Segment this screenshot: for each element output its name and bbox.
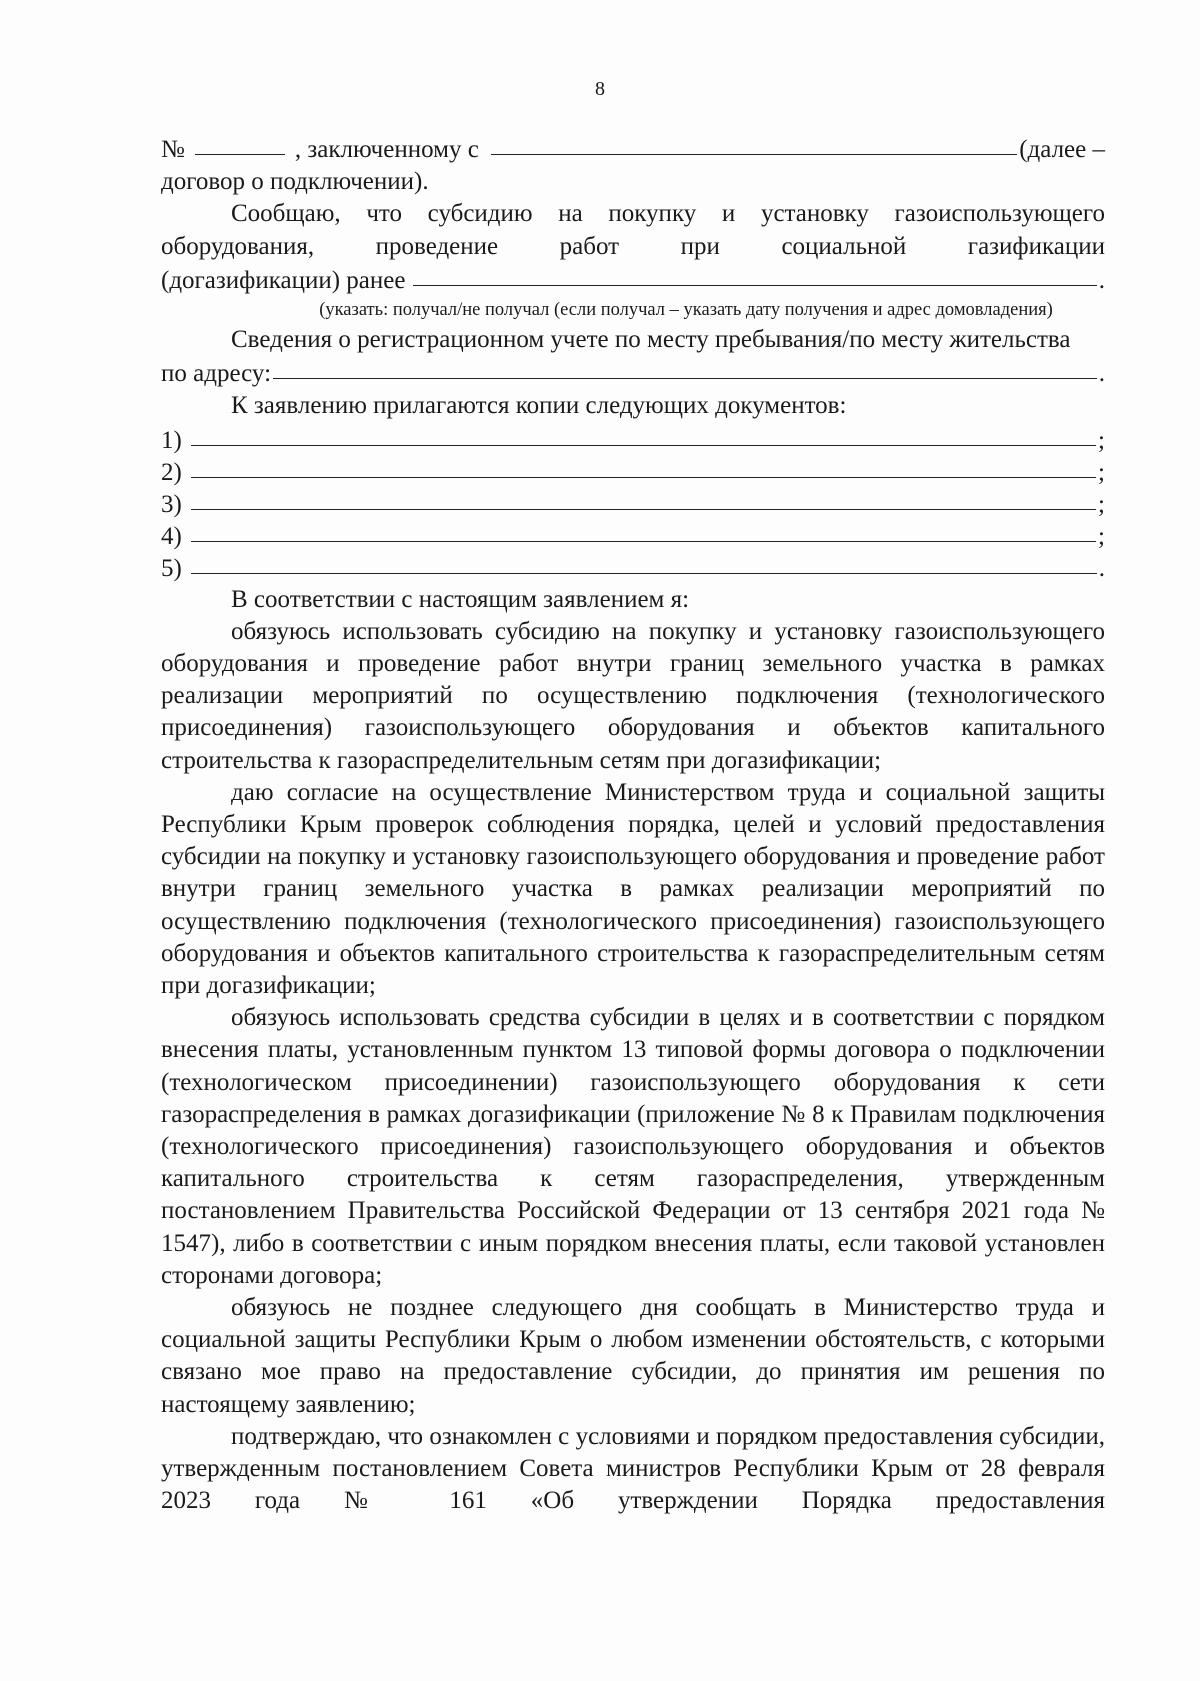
obligation-consent-checks: даю согласие на осуществление Министерством труда и социальной защиты Республики Крым проверок соблюдения порядка, целей и условий предоставления субсидии на покупку и установку газоиспользующего оборудования и проведение работ внутри границ земельного участка в рамках реализации мероприятий по осуществлению подключения (технологического присоединения) газоиспользующего оборудования и объектов капитального строительства к газораспределительным сетям при догазификации;	[161, 778, 1105, 999]
contract-number-field[interactable]	[195, 130, 285, 155]
attachment-item	[161, 551, 1105, 583]
obligations-intro: В соответствии с настоящим заявлением я:	[231, 585, 690, 613]
attachment-field[interactable]	[191, 517, 1096, 542]
attachment-tail: ;	[1098, 491, 1105, 518]
concluded-with-label: , заключенному с	[294, 136, 479, 163]
attachment-field[interactable]	[191, 421, 1096, 446]
attachment-field[interactable]	[191, 549, 1097, 574]
attachment-number: 4)	[161, 523, 182, 551]
registration-line-2	[161, 356, 1105, 390]
subsidy-received-tail: .	[1098, 266, 1105, 294]
attachment-number: 2)	[161, 458, 182, 486]
contractor-field[interactable]	[491, 130, 1017, 155]
attachment-number: 3)	[161, 491, 182, 518]
obligation-use-funds: обязуюсь использовать средства субсидии в целях и в соответствии с порядком внесения платы, установленным пунктом 13 типовой формы договора о подключении (технологическом присоединении) газоиспользующего оборудования к сети газораспределения в рамках догазификации (приложение № 8 к Правилам подключения (технологического присоединения) газоиспользующего оборудования и объектов капитального строительства к сетям газораспределения, утвержденным постановлением Правительства Российской Федерации от 13 сентября 2021 года № 1547), либо в соответствии с иным порядком внесения платы, если таковой установлен сторонами договора;	[161, 1004, 1105, 1289]
attachment-number: 5)	[161, 555, 182, 583]
page-number: 8	[595, 78, 605, 100]
subsidy-received-label: (догазификации) ранее	[161, 266, 406, 294]
contract-line-tail: (далее –	[1019, 136, 1105, 163]
address-field[interactable]	[273, 354, 1097, 379]
address-tail: .	[1098, 360, 1105, 388]
attachment-tail: ;	[1098, 426, 1105, 454]
attachment-number: 1)	[161, 426, 182, 454]
subsidy-report-line-1: Сообщаю, что субсидию на покупку и установку газоиспользующего	[231, 200, 1105, 228]
registration-line-1: Сведения о регистрационном учете по месту пребывания/по месту жительства	[231, 326, 1071, 354]
attachment-field[interactable]	[191, 485, 1096, 510]
contract-line	[161, 132, 1105, 166]
number-sign: №	[161, 136, 185, 163]
attachment-tail: ;	[1098, 523, 1105, 551]
attachment-field[interactable]	[191, 453, 1096, 478]
subsidy-received-field[interactable]	[413, 261, 1096, 286]
obligation-use-subsidy: обязуюсь использовать субсидию на покупку и установку газоиспользующего оборудования и проведение работ внутри границ земельного участка в рамках реализации мероприятий по осуществлению подключения (технологического присоединения) газоиспользующего оборудования и объектов капитального строительства к газораспределительным сетям при догазификации;	[161, 617, 1105, 774]
attachment-item	[161, 487, 1105, 519]
contract-line-continuation: договор о подключении).	[161, 168, 429, 196]
subsidy-report-line-2: оборудования, проведение работ при социальной газификации	[161, 232, 1105, 260]
attachment-item	[161, 455, 1105, 487]
attachments-list	[161, 423, 1105, 584]
subsidy-received-hint: (указать: получал/не получал (если получал – указать дату получения и адрес домовладения)	[319, 300, 1053, 321]
obligation-notify-changes: обязуюсь не позднее следующего дня сообщать в Министерство труда и социальной защиты Республики Крым о любом изменении обстоятельств, с которыми связано мое право на предоставление субсидии, до принятия им решения по настоящему заявлению;	[161, 1294, 1105, 1418]
attachments-heading: К заявлению прилагаются копии следующих документов:	[231, 392, 847, 420]
attachment-item	[161, 519, 1105, 551]
attachment-item	[161, 423, 1105, 455]
attachment-tail: ;	[1098, 458, 1105, 486]
subsidy-report-line-3	[161, 263, 1105, 297]
address-label: по адресу:	[161, 360, 272, 388]
document-body	[161, 132, 1105, 1517]
attachment-tail: .	[1098, 555, 1105, 583]
obligation-confirm-acquainted: подтверждаю, что ознакомлен с условиями и порядком предоставления субсидии, утвержденным постановлением Совета министров Республики Крым от 28 февраля 2023 года № 161 «Об утверждении Порядка предоставления	[161, 1422, 1105, 1515]
